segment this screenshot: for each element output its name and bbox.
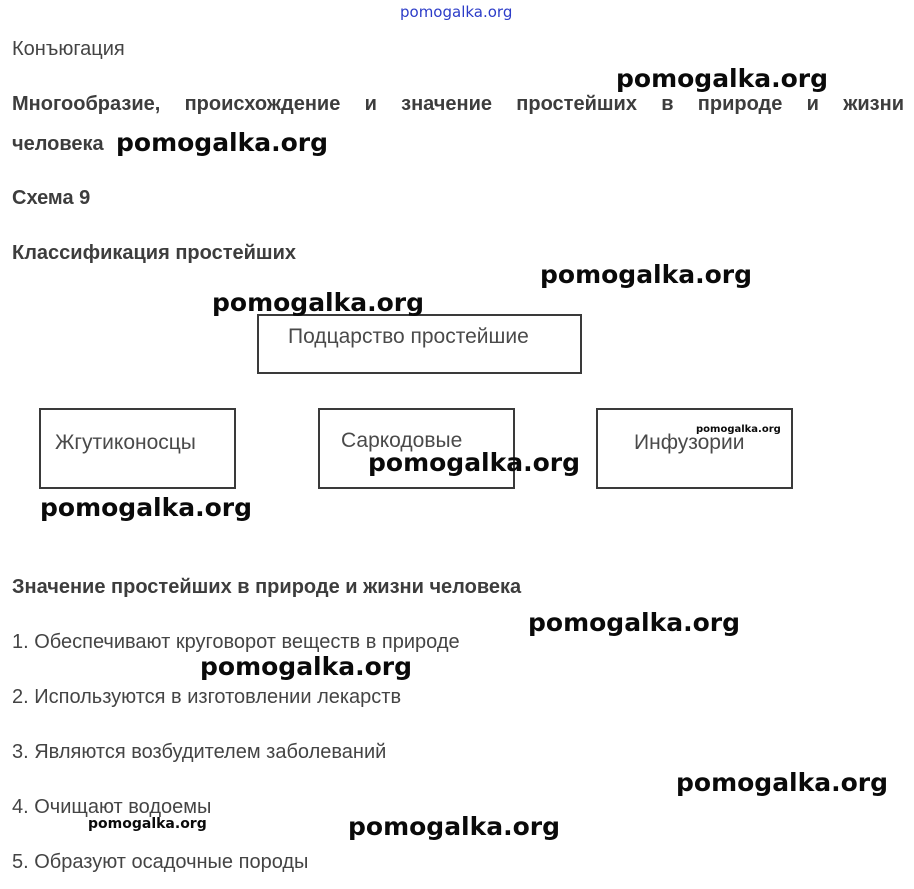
diagram-child-label: Саркодовые: [341, 429, 463, 452]
header-watermark: pomogalka.org: [400, 3, 513, 21]
watermark: pomogalka.org: [368, 448, 581, 477]
watermark: pomogalka.org: [348, 812, 561, 841]
list-item: 5. Образуют осадочные породы: [12, 851, 309, 873]
main-heading-line2: человека: [12, 133, 104, 155]
diagram-child-label: Инфузории: [634, 431, 745, 454]
scheme-label: Схема 9: [12, 187, 91, 209]
watermark: pomogalka.org: [528, 608, 741, 637]
importance-title: Значение простейших в природе и жизни человека: [12, 576, 522, 598]
watermark: pomogalka.org: [200, 652, 413, 681]
watermark: pomogalka.org: [540, 260, 753, 289]
diagram-child-box: [596, 408, 793, 489]
watermark: pomogalka.org: [212, 288, 425, 317]
diagram-root-box: [257, 314, 582, 374]
watermark: pomogalka.org: [116, 128, 329, 157]
watermark: pomogalka.org: [696, 424, 781, 435]
watermark: pomogalka.org: [616, 64, 829, 93]
list-item: 3. Являются возбудителем заболеваний: [12, 741, 387, 763]
diagram-child-box: [39, 408, 236, 489]
list-item: 1. Обеспечивают круговорот веществ в природе: [12, 631, 460, 653]
list-item: 2. Используются в изготовлении лекарств: [12, 686, 402, 708]
classification-title: Классификация простейших: [12, 242, 296, 264]
section-label: Конъюгация: [12, 38, 125, 60]
main-heading-line1: Многообразие, происхождение и значение простейших в природе и жизни: [12, 93, 904, 115]
watermark: pomogalka.org: [40, 493, 253, 522]
watermark: pomogalka.org: [676, 768, 889, 797]
diagram-root-label: Подцарство простейшие: [288, 325, 529, 348]
list-item: 4. Очищают водоемы: [12, 796, 212, 818]
diagram-child-label: Жгутиконосцы: [55, 431, 196, 454]
watermark: pomogalka.org: [88, 816, 207, 832]
